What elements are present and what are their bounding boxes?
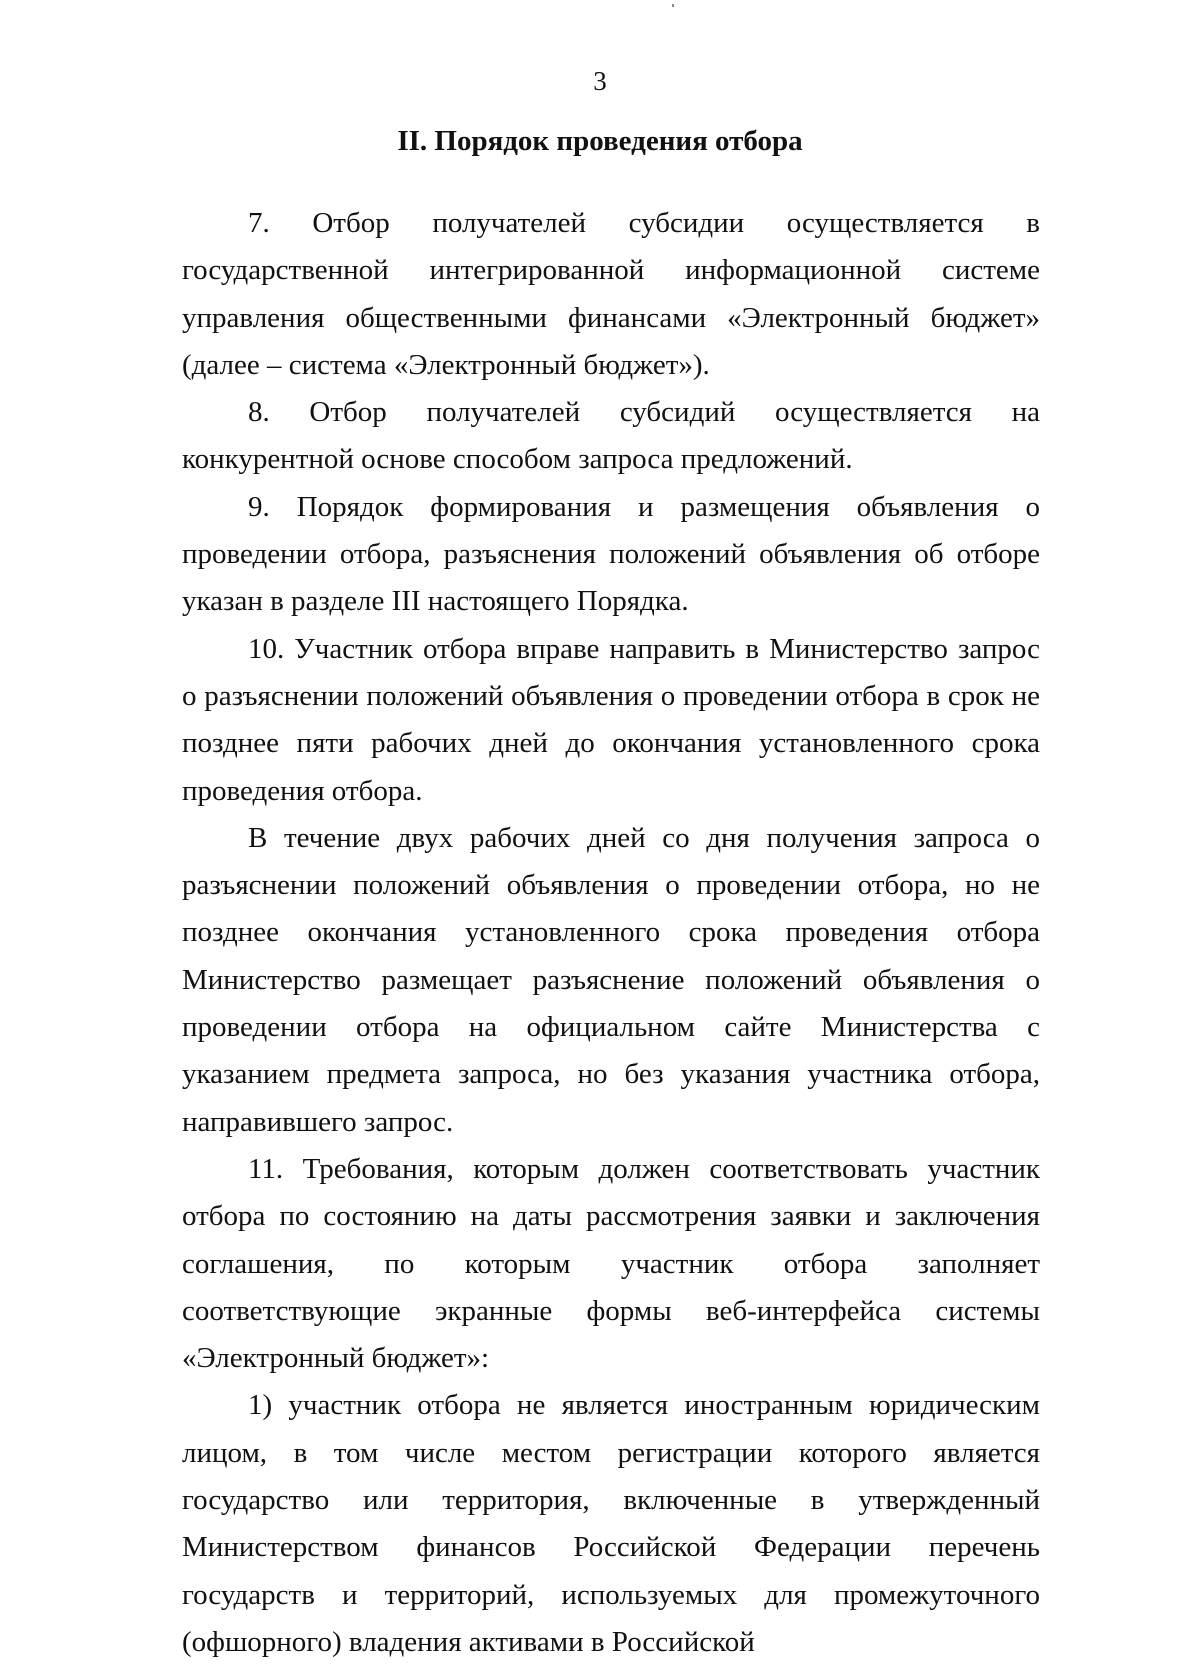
paragraph-9: 9. Порядок формирования и размещения объявления о проведении отбора, разъяснения положений объявления об отборе указан в разделе III настоящего Порядка. — [182, 490, 1040, 618]
paragraph-11: 11. Требования, которым должен соответствовать участник отбора по состоянию на даты рассмотрения заявки и заключения соглашения, по которым участник отбора заполняет соответствующие экранные формы веб-интерфейса системы «Электронный бюджет»: — [182, 1152, 1040, 1375]
section-title: II. Порядок проведения отбора — [397, 125, 803, 157]
scan-speck — [672, 4, 674, 7]
paragraph-11-item-1: 1) участник отбора не является иностранным юридическим лицом, в том числе местом регистрации которого является государство или территория, включенные в утвержденный Министерством финансов Российской Федерации перечень государств и территорий, используемых для промежуточного (офшорного) владения активами в Российской — [182, 1389, 1040, 1658]
page-number: 3 — [593, 66, 607, 96]
paragraph-10: 10. Участник отбора вправе направить в Министерство запрос о разъяснении положений объявления о проведении отбора в срок не позднее пяти рабочих дней до окончания установленного срока проведения отбора. — [182, 632, 1040, 807]
document-body — [182, 200, 1040, 1666]
paragraph-8: 8. Отбор получателей субсидий осуществляется на конкурентной основе способом запроса предложений. — [182, 396, 1040, 476]
paragraph-7: 7. Отбор получателей субсидии осуществляется в государственной интегрированной информационной системе управления общественными финансами «Электронный бюджет» (далее – система «Электронный бюджет»). — [182, 207, 1040, 381]
paragraph-10-continued: В течение двух рабочих дней со дня получения запроса о разъяснении положений объявления о проведении отбора, но не позднее окончания установленного срока проведения отбора Министерство размещает разъяснение положений объявления о проведении отбора на официальном сайте Министерства с указанием предмета запроса, но без указания участника отбора, направившего запрос. — [182, 821, 1040, 1138]
